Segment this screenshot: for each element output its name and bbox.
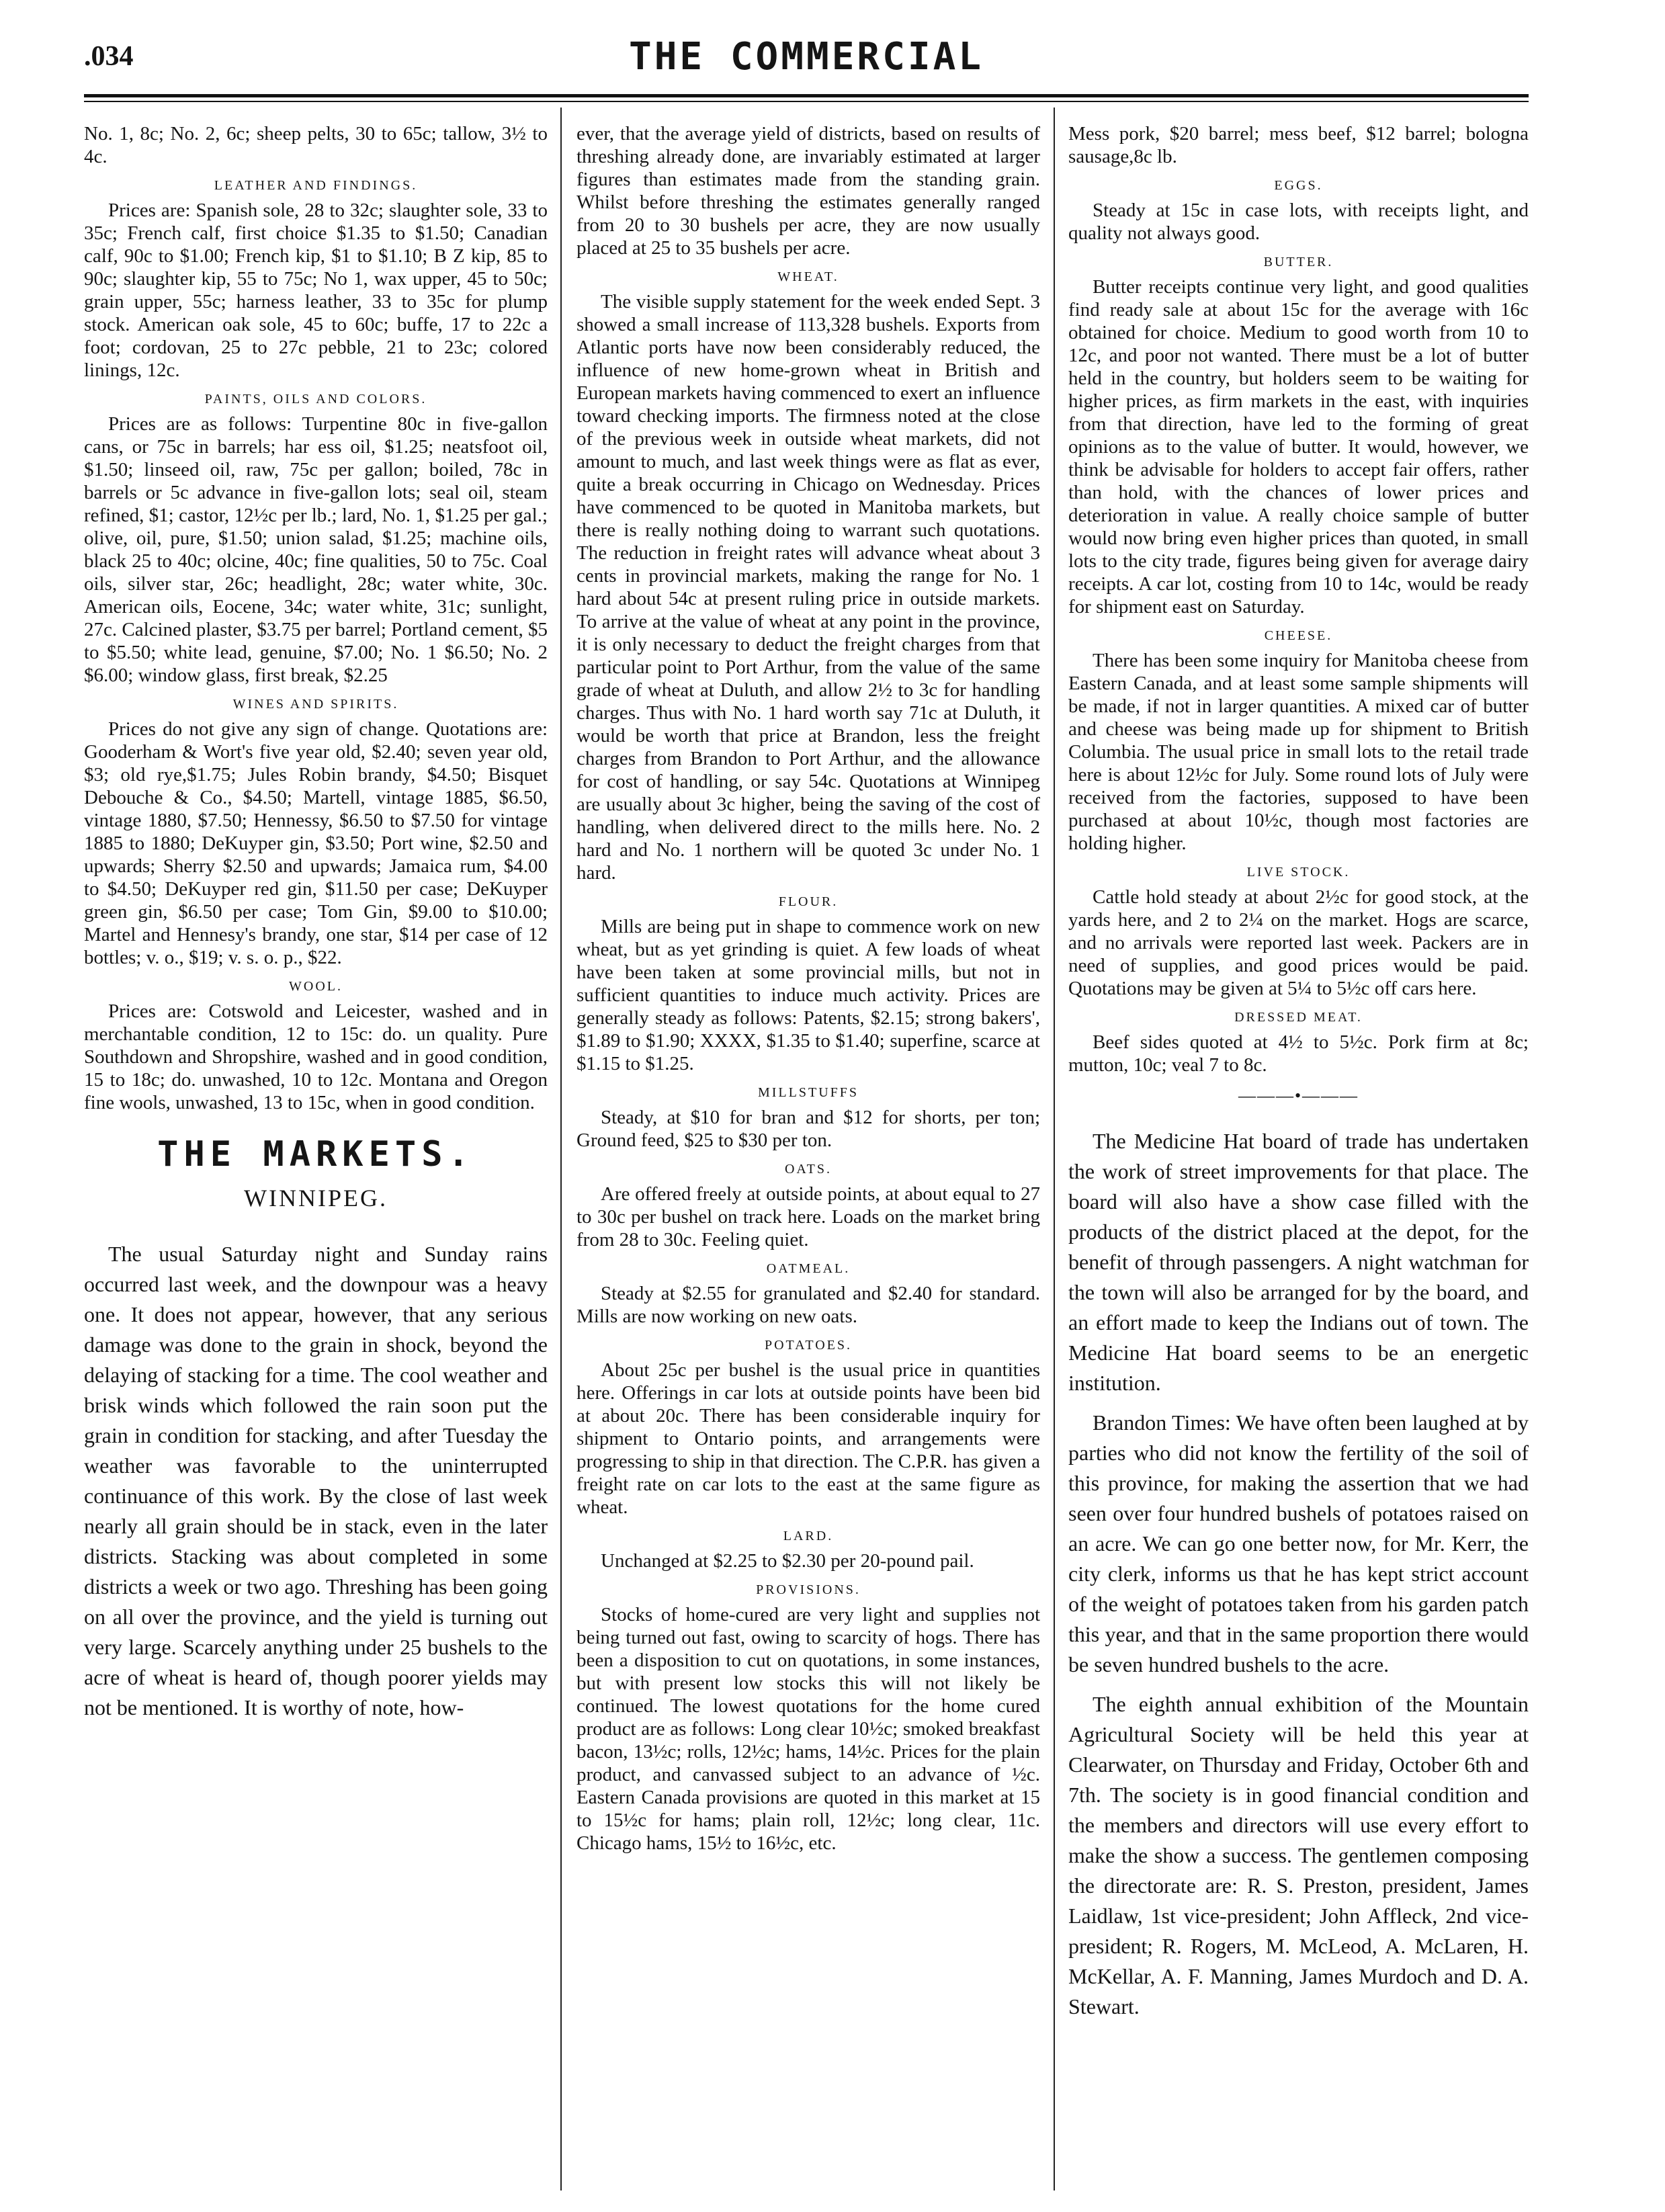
wool-paragraph: Prices are: Cotswold and Leicester, washed and in merchantable condition, 12 to 15c: do. un quality. Pure Southdown and Shropshire, washed and in good condition, 15 to 18c; do. unwashed, 10 to 12c. Montana and Oregon fine wools, unwashed, 13 to 15c, when in good condition. — [84, 1001, 548, 1113]
page-header — [84, 35, 1529, 94]
oatmeal-paragraph: Steady at $2.55 for granulated and $2.40 for standard. Mills are now working on new oats. — [577, 1283, 1040, 1327]
section-heading-provisions: PROVISIONS. — [756, 1582, 861, 1597]
flour-paragraph: Mills are being put in shape to commence work on new wheat, but as yet grinding is quiet. A few loads of wheat have been taken at some provincial mills, but not in sufficient quantities to induce much activity. Prices are generally steady as follows: Patents, $2.15; strong bakers', $1.89 to $1.90; XXXX, $1.35 to $1.40; superfine, scarce at $1.15 to $1.25. — [577, 916, 1040, 1074]
markets-city: WINNIPEG. — [244, 1185, 388, 1211]
page-number: .034 — [84, 41, 134, 72]
section-heading-flour: FLOUR. — [778, 894, 839, 909]
section-heading-oats: OATS. — [784, 1162, 832, 1177]
butter-paragraph: Butter receipts continue very light, and good qualities find ready sale at about 15c for the average with 16c obtained for choice. Medium to good worth from 10 to 12c, and poor not wanted. There must be a lot of butter held in the country, but holders seem to be waiting for higher prices, as firm markets in the east, with inquiries from that direction, have led to the forming of great opinions as to the value of butter. It would, however, we think be advisable for holders to accept fair offers, rather than hold, with the chances of lower prices and deterioration in value. A really choice sample of butter would now bring even higher prices than quoted, in small lots to the city trade, figures being given for average dairy receipts. A car lot, costing from 10 to 14c, would be ready for shipment east on Saturday. — [1068, 276, 1529, 618]
lard-paragraph: Unchanged at $2.25 to $2.30 per 20-pound pail. — [601, 1550, 974, 1572]
section-heading-livestock: LIVE STOCK. — [1246, 865, 1351, 880]
column-2 — [577, 122, 1040, 2192]
yield-continuation: ever, that the average yield of districts, based on results of threshing already done, are invariably estimated at larger figures than estimates made from the standing grain. Whilst before threshing the estimates generally ranged from 20 to 30 bushels per acre, they are now usually placed at 25 to 35 bushels per acre. — [577, 123, 1040, 259]
header-rule — [84, 94, 1529, 97]
column-divider — [1054, 108, 1055, 2190]
oats-paragraph: Are offered freely at outside points, at about equal to 27 to 30c per bushel on track here. Loads on the market bring from 28 to 30c. Feeling quiet. — [577, 1183, 1040, 1250]
livestock-paragraph: Cattle hold steady at about 2½c for good stock, at the yards here, and 2 to 2¼ on the market. Hogs are scarce, and no arrivals were reported last week. Packers are in need of supplies, and good prices would be paid. Quotations may be given at 5¼ to 5½c off cars here. — [1068, 886, 1529, 999]
medicine-hat-paragraph: The Medicine Hat board of trade has undertaken the work of street improvements for that place. The board will also have a show case filled with the products of the district placed at the depot, for the benefit of through passengers. A night watchman for the town will also be arranged for by the board, and an effort made to keep the Indians out of town. The Medicine Hat board seems to be an energetic institution. — [1068, 1129, 1529, 1395]
section-heading-dressed-meat: DRESSED MEAT. — [1234, 1010, 1363, 1025]
section-heading-wool: WOOL. — [289, 979, 343, 994]
section-heading-butter: BUTTER. — [1263, 255, 1334, 269]
paints-paragraph: Prices are as follows: Turpentine 80c in five-gallon cans, or 75c in barrels; har ess oil, $1.25; neatsfoot oil, $1.50; linseed oil, raw, 75c per gallon; boiled, 78c in barrels or 5c advance in five-gallon lots; seal oil, steam refined, $1; castor, 12½c per lb.; lard, No. 1, $1.25 per gal.; olive, oil, pure, $1.50; union salad, $1.25; machine oils, black 25 to 40c; olcine, 40c; fine qualities, 50 to 75c. Coal oils, silver star, 26c; headlight, 28c; water white, 30c. American oils, Eocene, 34c; water white, 31c; sunlight, 27c. Calcined plaster, $3.75 per barrel; Portland cement, $5 to $5.50; white lead, genuine, $7.00; No. 1 $6.50; No. 2 $6.00; window glass, first break, $2.25 — [84, 413, 548, 686]
column-divider — [560, 108, 562, 2190]
section-heading-wines: WINES AND SPIRITS. — [232, 697, 399, 712]
brandon-paragraph: Brandon Times: We have often been laughed at by parties who did not know the fertility of the soil of this province, for making the assertion that we had seen over four hundred bushels of potatoes raised on an acre. We can go one better now, for Mr. Kerr, the city clerk, informs us that he has kept strict account of the weight of potatoes taken from his garden patch this year, and that in the same proportion there would be seven hundred bushels to the acre. — [1068, 1410, 1529, 1676]
markets-paragraph: The usual Saturday night and Sunday rains occurred last week, and the downpour was a heavy one. It does not appear, however, that any serious damage was done to the grain in shock, beyond the delaying of stacking for a time. The cool weather and brisk winds which followed the rain soon put the grain in condition for stacking, and after Tuesday the weather was favorable to the uninterrupted continuance of this work. By the close of last week nearly all grain should be in stack, even in the later districts. Stacking was about completed in some districts a week or two ago. Threshing has been going on all over the province, and the yield is turning out very large. Scarcely anything under 25 bushels to the acre of wheat is heard of, though poorer yields may not be mentioned. It is worthy of note, how- — [84, 1242, 548, 1719]
section-heading-leather: LEATHER AND FINDINGS. — [214, 178, 418, 193]
wines-paragraph: Prices do not give any sign of change. Quotations are: Gooderham & Wort's five year old, $2.40; seven year old, $3; old rye,$1.75; Jules Robin brandy, $4.50; Bisquet Debouche & Co., $4.50; Martell, vintage 1885, $6.50, vintage 1880, $7.50; Hennessy, $6.50 to $7.50 for vintage 1885 to 1880; DeKuyper gin, $3.50; Port wine, $2.50 and upwards; Sherry $2.50 and upwards; Jamaica rum, $4.00 to $4.50; DeKuyper red gin, $11.50 per case; DeKuyper green gin, $6.50 per case; Tom Gin, $9.00 to $10.00; Martel and Hennesy's brandy, one star, $14 per case of 12 bottles; v. o., $19; v. s. o. p., $22. — [84, 718, 548, 968]
section-heading-potatoes: POTATOES. — [764, 1338, 853, 1353]
column-1 — [84, 122, 548, 2192]
masthead-title: THE COMMERCIAL — [628, 35, 984, 79]
column-3 — [1068, 122, 1529, 2192]
leather-paragraph: Prices are: Spanish sole, 28 to 32c; slaughter sole, 33 to 35c; French calf, first choice $1.35 to $1.50; Canadian calf, 90c to $1.00; French kip, $1 to $1.10; B Z kip, 85 to 90c; slaughter kip, 55 to 75c; No 1, wax upper, 45 to 50c; grain upper, 55c; harness leather, 33 to 35c for plump stock. American oak sole, 45 to 60c; buffe, 17 to 22c a foot; cordovan, 25 to 27c pebble, 21 to 23c; colored linings, 12c. — [84, 200, 548, 381]
provisions-paragraph: Stocks of home-cured are very light and supplies not being turned out fast, owing to scarcity of hogs. There has been a disposition to cut on quotations, in some instances, but with present low stocks this will not likely be continued. The lowest quotations for the home cured product are as follows: Long clear 10½c; smoked breakfast bacon, 13½c; rolls, 12½c; hams, 14½c. Prices for the plain product, and canvassed subject to an advance of ½c. Eastern Canada provisions are quoted in this market at 15 to 15½c for hams; plain roll, 12½c; long clear, 11c. Chicago hams, 15½ to 16½c, etc. — [577, 1604, 1040, 1854]
section-heading-paints: PAINTS, OILS AND COLORS. — [204, 392, 427, 407]
markets-title: THE MARKETS. — [157, 1134, 474, 1175]
exhibition-paragraph: The eighth annual exhibition of the Mountain Agricultural Society will be held this year at Clearwater, on Thursday and Friday, October 6th and 7th. The society is in good financial condition and the members and directors will use every effort to make the show a success. The gentlemen composing the directorate are: R. S. Preston, president, James Laidlaw, 1st vice-president; John Affleck, 2nd vice-president; R. Rogers, M. McLeod, A. McLaren, H. McKellar, A. F. Manning, James Murdoch and D. A. Stewart. — [1068, 1692, 1529, 2018]
header-rule-thin — [84, 101, 1529, 102]
section-heading-lard: LARD. — [783, 1529, 834, 1543]
potatoes-paragraph: About 25c per bushel is the usual price in quantities here. Offerings in car lots at outside points have been bid at about 20c. There has been considerable inquiry for shipment to Ontario points, and arrangements were progressing to ship in that direction. The C.P.R. has given a freight rate on car lots to the east at the same figure as wheat. — [577, 1359, 1040, 1518]
dressed-meat-paragraph: Beef sides quoted at 4½ to 5½c. Pork firm at 8c; mutton, 10c; veal 7 to 8c. — [1068, 1031, 1529, 1076]
cheese-paragraph: There has been some inquiry for Manitoba cheese from Eastern Canada, and at least some sample shipments will be made, if not in larger quantities. A mixed car of butter and cheese was being made up for shipment to British Columbia. The usual price in small lots to the retail trade here is about 12½c for July. Some round lots of July were received from the factories, supposed to have been purchased at about 10½c, though most factories are holding higher. — [1068, 650, 1529, 854]
millstuffs-paragraph: Steady, at $10 for bran and $12 for shorts, per ton; Ground feed, $25 to $30 per ton. — [577, 1107, 1040, 1151]
wheat-paragraph: The visible supply statement for the week ended Sept. 3 showed a small increase of 113,328 bushels. Exports from Atlantic ports have now been considerably reduced, the influence of new home-grown wheat in British and European markets having commenced to exert an influence toward checking imports. The firmness noted at the close of the previous week in outside wheat markets, did not amount to much, and last week things were as flat as ever, quite a break occurring in Chicago on Wednesday. Prices have commenced to be quoted in Manitoba markets, but there is really nothing doing to warrant such quotations. The reduction in freight rates will advance wheat about 3 cents in provincial markets, making the range for No. 1 hard about 54c at present ruling price in outside markets. To arrive at the value of wheat at any point in the province, it is only necessary to deduct the freight charges from that particular point to Port Arthur, from the value of the same grade of wheat at Duluth, and allow 2½ to 3c for handling charges. Thus with No. 1 hard worth say 71c at Duluth, it would be worth that price at Brandon, less the freight charges from Brandon to Port Arthur, and the allowance for cost of handling, or say 54c. Quotations at Winnipeg are usually about 3c higher, being the saving of the cost of handling, when delivered direct to the mills here. No. 2 hard and No. 1 northern will be quoted 3c under No. 1 hard. — [577, 291, 1040, 884]
section-heading-eggs: EGGS. — [1274, 178, 1323, 193]
provisions-continuation: Mess pork, $20 barrel; mess beef, $12 barrel; bologna sausage,8c lb. — [1068, 123, 1529, 167]
eggs-paragraph: Steady at 15c in case lots, with receipts light, and quality not always good. — [1068, 200, 1529, 244]
section-separator: ———•——— — [1238, 1086, 1359, 1105]
section-heading-cheese: CHEESE. — [1264, 628, 1333, 643]
section-heading-millstuffs: MILLSTUFFS — [757, 1085, 859, 1100]
hides-continuation: No. 1, 8c; No. 2, 6c; sheep pelts, 30 to 65c; tallow, 3½ to 4c. — [84, 123, 548, 167]
section-heading-wheat: WHEAT. — [777, 269, 839, 284]
section-heading-oatmeal: OATMEAL. — [766, 1261, 851, 1276]
